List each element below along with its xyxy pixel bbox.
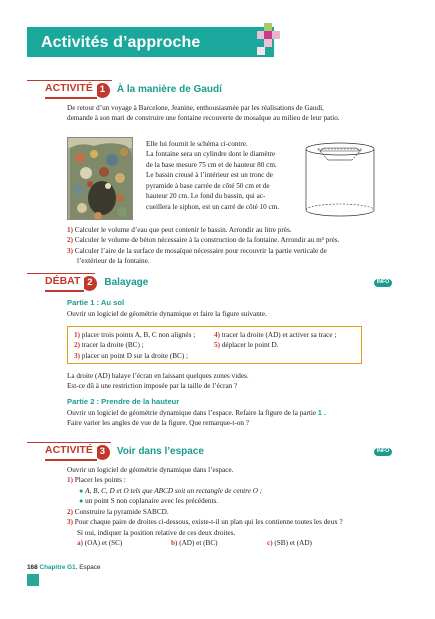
debat-heading (27, 274, 148, 292)
line-pairs: a) (OA) et (SC) b) (AD) et (BC) c) (SB) et (AD) (77, 539, 312, 548)
bullet-icon: ● (79, 486, 84, 495)
activity-3-body: Ouvrir un logiciel de géométrie dynamique dans l’espace. 1) Placer les points : ● A, B, C, D et O tels que ABCD soit un rectangle de centre O ; ● un point S non coplanaire avec les précédents. 2) Construire la pyramide SABCD. 3) Pour chaque paire de droites ci-dessous, existe-t-il un plan qui les contienne toutes les deux ? Si oui, indiquer la position relative de ces deux droites. a) (OA) et (SC) b) (AD) et (BC) c) (SB) et (AD) (67, 465, 367, 549)
page-number: 168 (27, 564, 38, 571)
debat-title: Balayage (104, 276, 149, 288)
info-badge[interactable]: INFO (374, 279, 392, 287)
part-reference: 1 . (317, 408, 326, 417)
chapter-subject: Espace (79, 564, 101, 571)
activity-1-heading (27, 81, 222, 99)
chapter-header (27, 27, 274, 57)
activity-number: 1 (95, 83, 110, 98)
footer-color-square (27, 574, 39, 586)
part-1-title: Partie 1 : Au sol (67, 298, 125, 307)
activity-1-description: Elle lui fournit le schéma ci-contre. La fontaine sera un cylindre dont le diamètre de la base mesure 75 cm et de hauteur 80 cm. Le bassin creusé à l’intérieur est un tronc de pyramide à base carrée de côté 50 cm et de hauteur 20 cm. Le fond du bassin, qui ac- cueillera le siphon, est un carré de côté 10 cm. (146, 140, 280, 211)
activity-label: ACTIVITÉ (45, 443, 97, 460)
heading-rule (27, 80, 112, 81)
part-1-conclusion: La droite (AD) balaye l’écran en laissant quelques zones vides. Est-ce dû à une restriction imposée par la taille de l’écran ? (67, 372, 249, 391)
part-1-text: Ouvrir un logiciel de géométrie dynamique et faire la figure suivante. (67, 310, 267, 318)
fountain-diagram (300, 140, 380, 220)
activity-1-intro: De retour d’un voyage à Barcelone, Jeanine, enthousiasmée par les réalisations de Gaudí, demande à son mari de construire une fontaine recouverte de mosaïque au milieu de leur patio. (67, 104, 340, 123)
debat-label: DÉBAT (45, 274, 84, 291)
fountain-mosaic-photo (67, 137, 133, 220)
chapter-label: Chapitre G1. (39, 564, 78, 571)
activity-title: Voir dans l’espace (116, 445, 204, 457)
steps-right: 4) tracer la droite (AD) et activer sa trace ; 5) déplacer le point D. (214, 331, 337, 350)
activity-title: À la manière de Gaudí (116, 83, 222, 95)
activity-label: ACTIVITÉ (45, 81, 97, 98)
debat-number: 2 (82, 276, 97, 291)
activity-number: 3 (95, 445, 110, 460)
steps-box (67, 326, 362, 364)
steps-left: 1) placer trois points A, B, C non alignés ; 2) tracer la droite (BC) ; 3) placer un point D sur la droite (BC) ; (74, 331, 196, 360)
part-2-title: Partie 2 : Prendre de la hauteur (67, 397, 180, 406)
info-badge[interactable]: INFO (374, 448, 392, 456)
page-title: Activités d’approche (41, 34, 201, 51)
activity-1-questions: 1) Calculer le volume d’eau que peut contenir le bassin. Arrondir au litre près. 2) Calculer le volume de béton nécessaire à la construction de la fontaine. Arrondir au m³ près. 3) Calculer l’aire de la surface de mosaïque nécessaire pour recouvrir la partie verticale de l’extérieur de la fontaine. (67, 226, 340, 266)
bullet-icon: ● (79, 497, 84, 506)
activity-3-heading (27, 443, 204, 461)
part-2-text: Ouvrir un logiciel de géométrie dynamique dans l’espace. Refaire la figure de la partie 1 . Faire varier les angles de vue de la figure. Que remarque-t-on ? (67, 408, 326, 428)
page-footer (27, 563, 101, 572)
